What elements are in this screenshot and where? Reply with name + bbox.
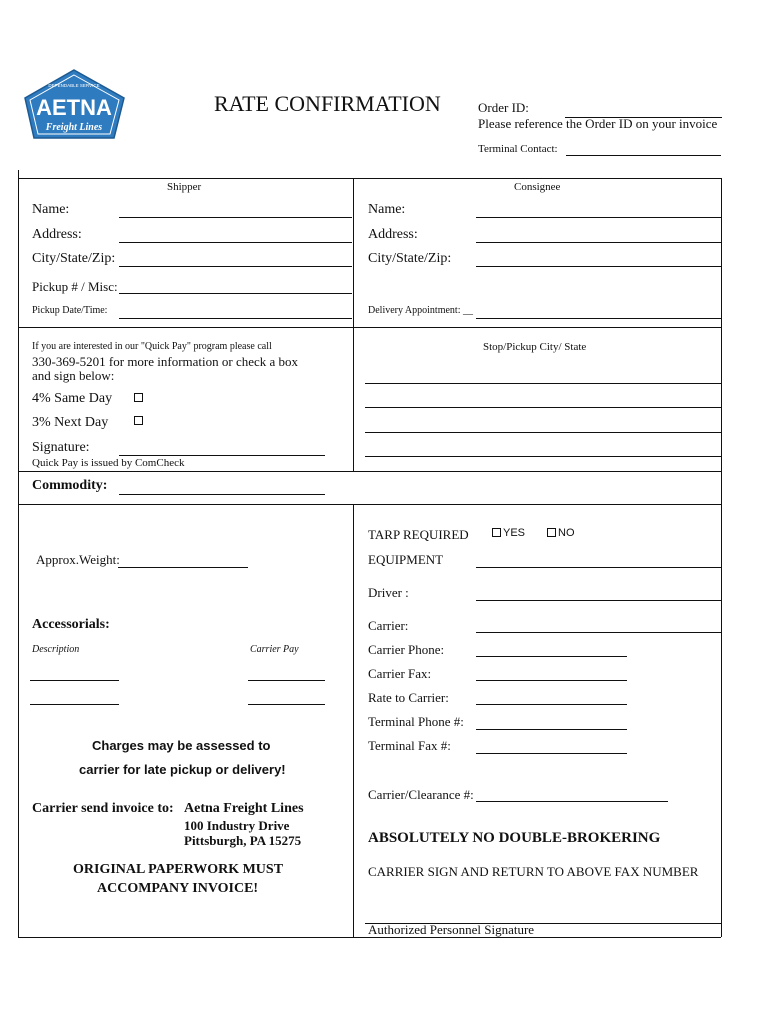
- terminal-fax-label: Terminal Fax #:: [368, 738, 451, 753]
- invoice-company: Aetna Freight Lines: [184, 801, 304, 816]
- shipper-name-field[interactable]: [119, 217, 352, 218]
- quickpay-signature-field[interactable]: [119, 455, 325, 456]
- page-title: RATE CONFIRMATION: [214, 91, 441, 116]
- next-day-checkbox[interactable]: [134, 416, 143, 425]
- weight-label: Approx.Weight:: [36, 552, 120, 567]
- carrier-phone-field[interactable]: [476, 656, 627, 657]
- terminal-fax-field[interactable]: [476, 753, 627, 754]
- pickup-misc-label: Pickup # / Misc:: [32, 279, 118, 294]
- stop-field-1[interactable]: [365, 383, 721, 384]
- consignee-city-field[interactable]: [476, 266, 721, 267]
- terminal-contact-label: Terminal Contact:: [478, 143, 558, 155]
- paperwork-warning-line2: ACCOMPANY INVOICE!: [97, 881, 259, 896]
- shipper-address-field[interactable]: [119, 242, 352, 243]
- stop-field-2[interactable]: [365, 407, 721, 408]
- delivery-appointment-label: Delivery Appointment: __: [368, 305, 473, 316]
- clearance-field[interactable]: [476, 801, 668, 802]
- stops-heading: Stop/Pickup City/ State: [483, 341, 587, 353]
- stop-field-4[interactable]: [365, 456, 721, 457]
- weight-field[interactable]: [118, 567, 248, 568]
- tarp-no-checkbox[interactable]: [547, 528, 556, 537]
- consignee-city-label: City/State/Zip:: [368, 251, 452, 266]
- rate-field[interactable]: [476, 704, 627, 705]
- carrier-field[interactable]: [476, 632, 721, 633]
- tarp-no-label: NO: [558, 527, 575, 539]
- next-day-label: 3% Next Day: [32, 415, 109, 430]
- svg-text:DEPENDABLE SERVICE: DEPENDABLE SERVICE: [48, 83, 100, 88]
- consignee-heading: Consignee: [514, 181, 561, 193]
- svg-text:Freight Lines: Freight Lines: [45, 122, 103, 133]
- shipper-name-label: Name:: [32, 202, 70, 217]
- quickpay-intro: If you are interested in our "Quick Pay" program please call: [32, 341, 272, 352]
- terminal-phone-field[interactable]: [476, 729, 627, 730]
- driver-label: Driver :: [368, 585, 409, 600]
- same-day-label: 4% Same Day: [32, 391, 113, 406]
- pickup-date-label: Pickup Date/Time:: [32, 305, 108, 316]
- equipment-label: EQUIPMENT: [368, 552, 444, 567]
- quickpay-sign-line: and sign below:: [32, 368, 115, 383]
- invoice-street: 100 Industry Drive: [184, 818, 290, 833]
- paperwork-warning-line1: ORIGINAL PAPERWORK MUST: [73, 862, 284, 877]
- delivery-appointment-field[interactable]: [476, 318, 721, 319]
- charges-warning-line2: carrier for late pickup or delivery!: [79, 762, 286, 777]
- equipment-field[interactable]: [476, 567, 721, 568]
- terminal-phone-label: Terminal Phone #:: [368, 714, 464, 729]
- consignee-address-field[interactable]: [476, 242, 721, 243]
- shipper-city-label: City/State/Zip:: [32, 251, 116, 266]
- commodity-field[interactable]: [119, 494, 325, 495]
- company-logo: [22, 68, 127, 140]
- svg-text:AETNA: AETNA: [36, 95, 112, 120]
- shipper-city-field[interactable]: [119, 266, 352, 267]
- order-id-note: Please reference the Order ID on your invoice: [478, 116, 718, 131]
- commodity-label: Commodity:: [32, 478, 108, 493]
- tarp-yes-label: YES: [503, 527, 526, 539]
- sign-return-instruction: CARRIER SIGN AND RETURN TO ABOVE FAX NUMBER: [368, 864, 699, 879]
- carrier-fax-label: Carrier Fax:: [368, 666, 432, 681]
- accessorial-pay-field-2[interactable]: [248, 704, 325, 705]
- same-day-checkbox[interactable]: [134, 393, 143, 402]
- shipper-heading: Shipper: [167, 181, 202, 193]
- invoice-label: Carrier send invoice to:: [32, 801, 174, 816]
- pickup-date-field[interactable]: [119, 318, 352, 319]
- invoice-city: Pittsburgh, PA 15275: [184, 833, 302, 848]
- consignee-name-field[interactable]: [476, 217, 721, 218]
- carrier-label: Carrier:: [368, 618, 409, 633]
- carrier-phone-label: Carrier Phone:: [368, 642, 445, 657]
- consignee-address-label: Address:: [368, 227, 418, 242]
- pickup-misc-field[interactable]: [119, 293, 352, 294]
- accessorial-pay-field-1[interactable]: [248, 680, 325, 681]
- tarp-yes-checkbox[interactable]: [492, 528, 501, 537]
- terminal-contact-field[interactable]: [566, 155, 721, 156]
- no-double-brokering: ABSOLUTELY NO DOUBLE-BROKERING: [368, 830, 661, 846]
- carrier-pay-label: Carrier Pay: [250, 644, 299, 655]
- order-id-label: Order ID:: [478, 100, 529, 115]
- charges-warning-line1: Charges may be assessed to: [92, 738, 271, 753]
- clearance-label: Carrier/Clearance #:: [368, 787, 474, 802]
- driver-field[interactable]: [476, 600, 721, 601]
- consignee-name-label: Name:: [368, 202, 406, 217]
- tarp-label: TARP REQUIRED: [368, 527, 469, 542]
- shipper-address-label: Address:: [32, 227, 82, 242]
- description-label: Description: [32, 644, 80, 655]
- rate-label: Rate to Carrier:: [368, 690, 449, 705]
- quickpay-phone-line: 330-369-5201 for more information or check a box: [32, 354, 299, 369]
- authorized-signature-label: Authorized Personnel Signature: [368, 922, 535, 937]
- accessorial-desc-field-1[interactable]: [30, 680, 119, 681]
- accessorials-label: Accessorials:: [32, 617, 110, 632]
- carrier-fax-field[interactable]: [476, 680, 627, 681]
- accessorial-desc-field-2[interactable]: [30, 704, 119, 705]
- quickpay-footnote: Quick Pay is issued by ComCheck: [32, 457, 185, 469]
- quickpay-signature-label: Signature:: [32, 440, 90, 455]
- stop-field-3[interactable]: [365, 432, 721, 433]
